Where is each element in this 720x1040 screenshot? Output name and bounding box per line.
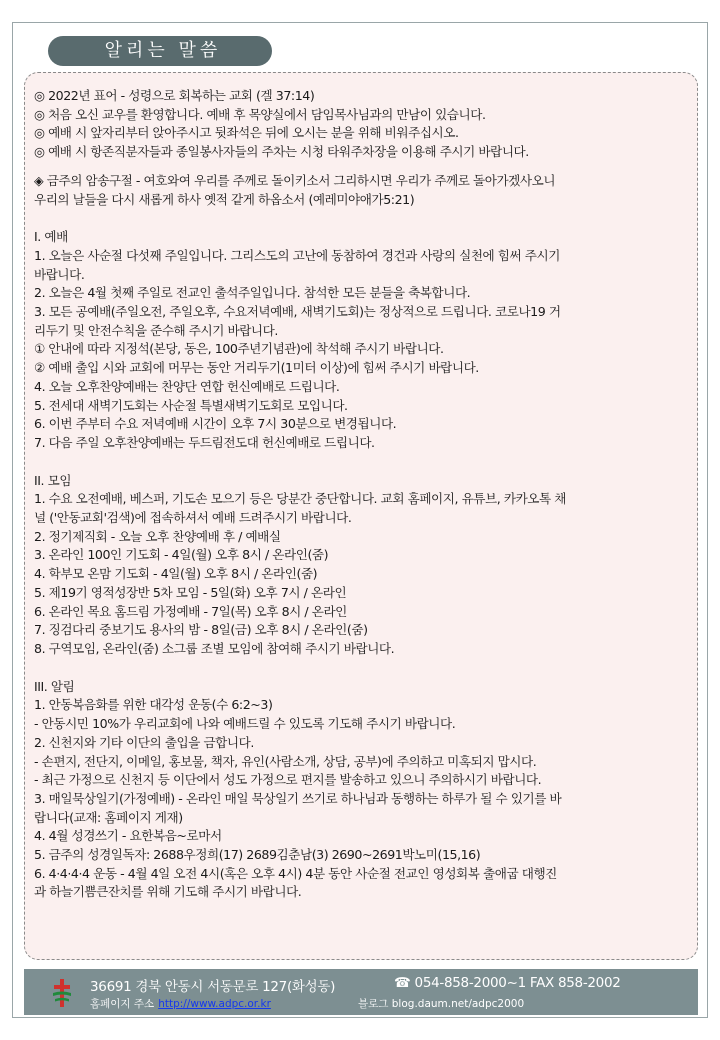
- worship-line: ① 안내에 따라 지정석(본당, 동은, 100주년기념관)에 착석해 주시기 바랍니다.: [34, 341, 444, 357]
- meeting-line: 7. 징검다리 중보기도 용사의 밤 - 8일(금) 오후 8시 / 온라인(줌): [34, 622, 368, 638]
- notice-item-line: 2. 신천지와 기타 이단의 출입을 금합니다.: [34, 734, 254, 750]
- notice-item-line: 1. 안동복음화를 위한 대각성 운동(수 6:2~3): [34, 697, 273, 713]
- worship-line: 6. 이번 주부터 수요 저녁예배 시간이 오후 7시 30분으로 변경됩니다.: [34, 416, 397, 432]
- notice-item-line: 3. 매일묵상일기(가정예배) - 온라인 매일 묵상일기 쓰기로 하나님과 동행하는 하루가 될 수 있기를 바: [34, 790, 562, 806]
- church-cross-logo-icon: [52, 979, 72, 1007]
- worship-line: 5. 전세대 새벽기도회는 사순절 특별새벽기도회로 모입니다.: [34, 397, 348, 413]
- notice-item-line: - 안동시민 10%가 우리교회에 나와 예배드릴 수 있도록 기도해 주시기 바랍니다.: [34, 716, 456, 732]
- notice-line: ◎ 예배 시 항존직분자들과 종일봉사자들의 주차는 시청 타워주차장을 이용해 주시기 바랍니다.: [34, 144, 529, 160]
- church-phone: [394, 975, 621, 991]
- meeting-line: 2. 정기제직회 - 오늘 오후 찬양예배 후 / 예배실: [34, 528, 281, 544]
- worship-line: 7. 다음 주일 오후찬양예배는 두드림전도대 헌신예배로 드립니다.: [34, 434, 375, 450]
- section-heading-notices: III. 알림: [34, 678, 75, 694]
- footer-band: [24, 969, 698, 1015]
- notice-item-line: - 최근 가정으로 신천지 등 이단에서 성도 가정으로 편지를 발송하고 있으니 주의하시기 바랍니다.: [34, 772, 542, 788]
- worship-line: 3. 모든 공예배(주일오전, 주일오후, 수요저녁예배, 새벽기도회)는 정상적으로 드립니다. 코로나19 거: [34, 304, 561, 320]
- worship-line: 1. 오늘은 사순절 다섯째 주일입니다. 그리스도의 고난에 동참하여 경건과 사랑의 실천에 힘써 주시기: [34, 247, 560, 263]
- homepage-label: 홈페이지 주소: [90, 998, 155, 1010]
- worship-line: 리두기 및 안전수칙을 준수해 주시기 바랍니다.: [34, 322, 278, 338]
- announcement-box: [24, 72, 698, 960]
- meeting-line: 3. 온라인 100인 기도회 - 4일(월) 오후 8시 / 온라인(줌): [34, 547, 329, 563]
- meeting-line: 4. 학부모 온맘 기도회 - 4일(월) 오후 8시 / 온라인(줌): [34, 566, 318, 582]
- homepage: [90, 996, 271, 1011]
- meeting-line: 1. 수요 오전예배, 베스퍼, 기도손 모으기 등은 당분간 중단합니다. 교회 홈페이지, 유튜브, 카카오톡 채: [34, 491, 566, 507]
- meeting-line: 5. 제19기 영적성장반 5차 모임 - 5일(화) 오후 7시 / 온라인: [34, 584, 347, 600]
- phone-icon: ☎: [394, 975, 411, 991]
- homepage-link[interactable]: http://www.adpc.or.kr: [158, 998, 271, 1010]
- phone-fax-text: 054-858-2000~1 FAX 858-2002: [414, 975, 621, 991]
- section-heading-meetings: II. 모임: [34, 472, 72, 488]
- meeting-line: 6. 온라인 목요 홈드림 가정예배 - 7일(목) 오후 8시 / 온라인: [34, 603, 347, 619]
- meeting-line: 널 ('안동교회'검색)에 접속하셔서 예배 드려주시기 바랍니다.: [34, 510, 352, 526]
- notice-item-line: 5. 금주의 성경일독자: 2688우정희(17) 2689김춘남(3) 2690~2691박노미(15,16): [34, 847, 481, 863]
- notice-item-line: 4. 4월 성경쓰기 - 요한복음~로마서: [34, 828, 222, 844]
- section-heading-worship: I. 예배: [34, 229, 68, 245]
- notice-item-line: 과 하늘기쁨큰잔치를 위해 기도해 주시기 바랍니다.: [34, 884, 302, 900]
- notice-line: ◎ 예배 시 앞자리부터 앉아주시고 뒷좌석은 뒤에 오시는 분을 위해 비워주십시오.: [34, 125, 459, 141]
- notice-item-line: 6. 4·4·4·4 운동 - 4월 4일 오전 4시(혹은 오후 4시) 4분 동안 사순절 전교인 영성회복 출애굽 대행진: [34, 865, 557, 881]
- notice-line: ◎ 처음 오신 교우를 환영합니다. 예배 후 목양실에서 담임목사님과의 만남이 있습니다.: [34, 106, 486, 122]
- worship-line: 바랍니다.: [34, 266, 85, 282]
- worship-line: ② 예배 출입 시와 교회에 머무는 동안 거리두기(1미터 이상)에 힘써 주시기 바랍니다.: [34, 360, 479, 376]
- notice-item-line: 랍니다(교재: 홈페이지 게재): [34, 809, 183, 825]
- church-address: 36691 경북 안동시 서동문로 127(화성동): [90, 979, 336, 995]
- meeting-line: 8. 구역모임, 온라인(줌) 소그룹 조별 모임에 참여해 주시기 바랍니다.: [34, 640, 395, 656]
- blog-address: 블로그 blog.daum.net/adpc2000: [358, 998, 525, 1010]
- page-title: 알리는 말씀: [48, 36, 272, 66]
- memory-verse-line: ◈ 금주의 암송구절 - 여호와여 우리를 주께로 돌이키소서 그리하시면 우리가 주께로 돌아가겠사오니: [34, 172, 556, 188]
- worship-line: 2. 오늘은 4월 첫째 주일로 전교인 출석주일입니다. 참석한 모든 분들을 축복합니다.: [34, 285, 471, 301]
- notice-line: ◎ 2022년 표어 - 성령으로 회복하는 교회 (겔 37:14): [34, 88, 315, 103]
- worship-line: 4. 오늘 오후찬양예배는 찬양단 연합 헌신예배로 드립니다.: [34, 378, 340, 394]
- memory-verse-line: 우리의 날들을 다시 새롭게 하사 옛적 같게 하옵소서 (예레미야애가5:21): [34, 191, 415, 207]
- notice-item-line: - 손편지, 전단지, 이메일, 홍보물, 책자, 유인(사람소개, 상담, 공부)에 주의하고 미혹되지 맙시다.: [34, 753, 537, 769]
